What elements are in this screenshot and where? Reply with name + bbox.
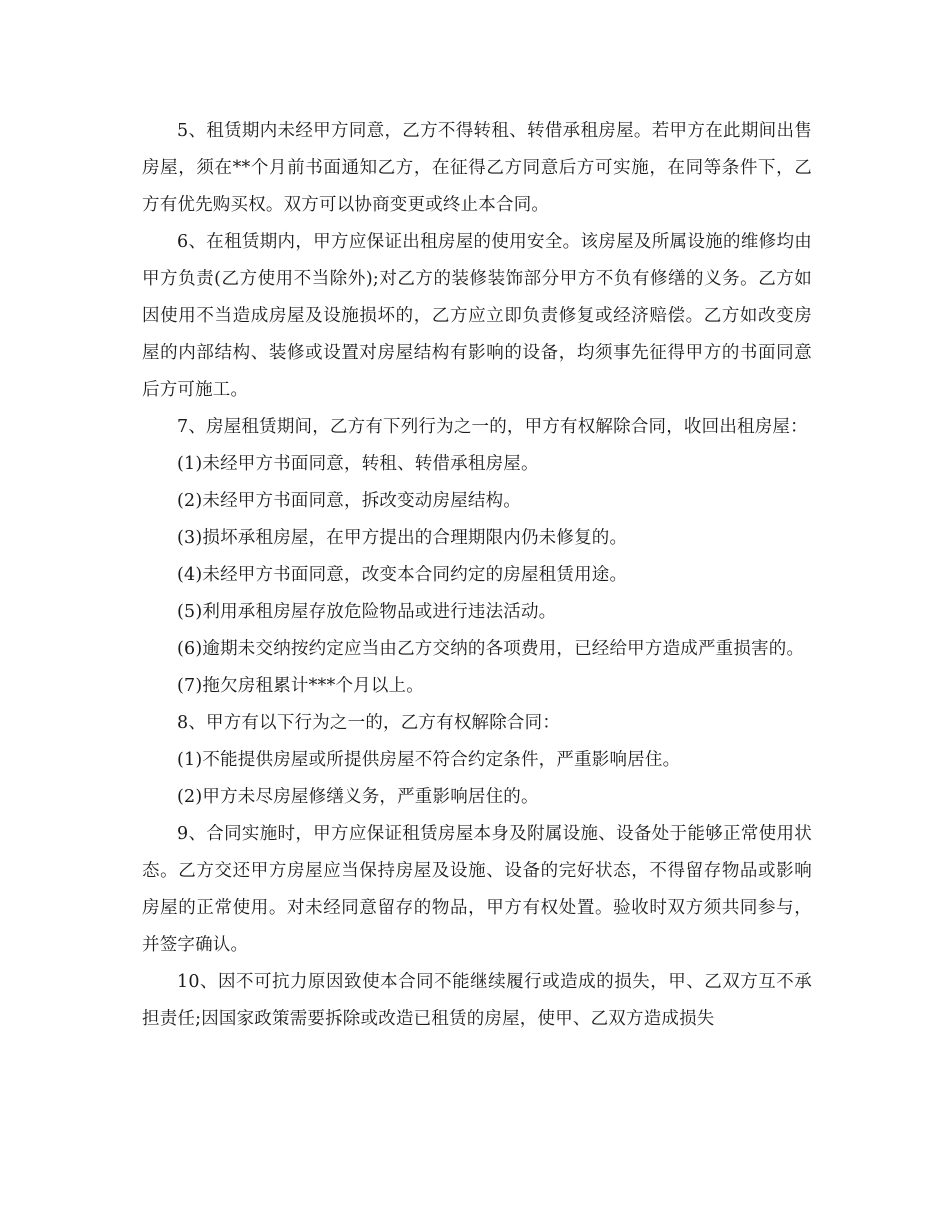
clause-7-item-4: (4)未经甲方书面同意，改变本合同约定的房屋租赁用途。 — [177, 565, 628, 585]
clause-8-item-2: (2)甲方未尽房屋修缮义务，严重影响居住的。 — [177, 787, 539, 807]
document-body — [142, 113, 812, 1038]
clause-6: 6、在租赁期内，甲方应保证出租房屋的使用安全。该房屋及所属设施的维修均由甲方负责(乙方使用不当除外);对乙方的装修装饰部分甲方不负有修缮的义务。乙方如因使用不当造成房屋及设施损坏的，乙方应立即负责修复或经济赔偿。乙方如改变房屋的内部结构、装修或设置对房屋结构有影响的设备，均须事先征得甲方的书面同意后方可施工。 — [142, 232, 812, 400]
clause-7-item-1: (1)未经甲方书面同意，转租、转借承租房屋。 — [177, 454, 539, 474]
clause-8: 8、甲方有以下行为之一的，乙方有权解除合同： — [177, 713, 561, 733]
clause-7-item-5: (5)利用承租房屋存放危险物品或进行违法活动。 — [177, 602, 557, 622]
clause-5: 5、租赁期内未经甲方同意，乙方不得转租、转借承租房屋。若甲方在此期间出售房屋，须在**个月前书面通知乙方，在征得乙方同意后方可实施，在同等条件下，乙方有优先购买权。双方可以协商变更或终止本合同。 — [142, 121, 812, 215]
clause-9: 9、合同实施时，甲方应保证租赁房屋本身及附属设施、设备处于能够正常使用状态。乙方交还甲方房屋应当保持房屋及设施、设备的完好状态，不得留存物品或影响房屋的正常使用。对未经同意留存的物品，甲方有权处置。验收时双方须共同参与，并签字确认。 — [142, 824, 812, 955]
clause-8-item-1: (1)不能提供房屋或所提供房屋不符合约定条件，严重影响居住。 — [177, 750, 681, 770]
clause-7-item-3: (3)损坏承租房屋，在甲方提出的合理期限内仍未修复的。 — [177, 528, 628, 548]
clause-10: 10、因不可抗力原因致使本合同不能继续履行或造成的损失，甲、乙双方互不承担责任;因国家政策需要拆除或改造已租赁的房屋，使甲、乙双方造成损失 — [142, 972, 812, 1029]
clause-7-item-6: (6)逾期未交纳按约定应当由乙方交纳的各项费用，已经给甲方造成严重损害的。 — [177, 639, 805, 659]
clause-7-item-7: (7)拖欠房租累计***个月以上。 — [177, 676, 424, 696]
clause-7: 7、房屋租赁期间，乙方有下列行为之一的，甲方有权解除合同，收回出租房屋： — [177, 417, 808, 437]
clause-7-item-2: (2)未经甲方书面同意，拆改变动房屋结构。 — [177, 491, 521, 511]
